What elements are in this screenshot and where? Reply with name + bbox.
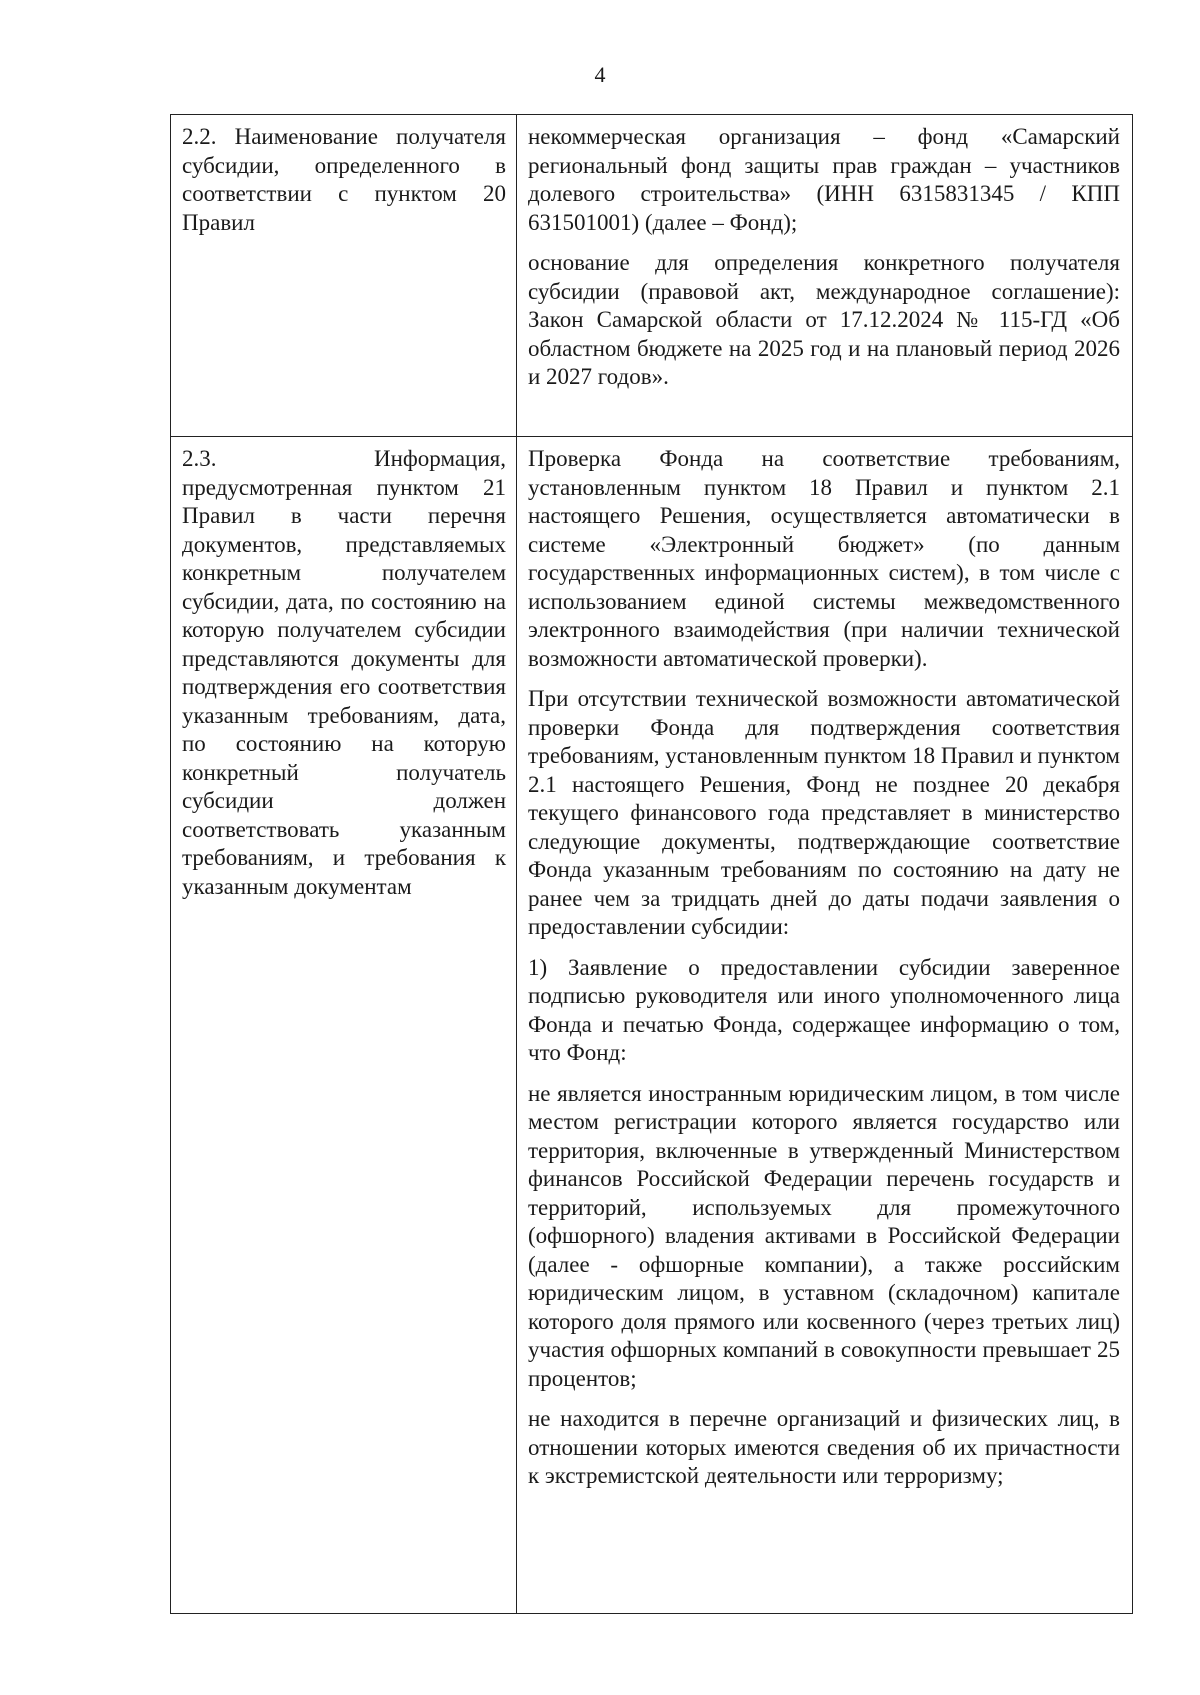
- paragraph-recipient: некоммерческая организация – фонд «Самарский региональный фонд защиты прав граждан – участников долевого строительства» (ИНН 6315831345 / КПП 631501001) (далее – Фонд);: [528, 124, 1120, 235]
- table-row: [171, 437, 1133, 1614]
- paragraph-offshore: не является иностранным юридическим лицом, в том числе местом регистрации которого является государство или территория, включенные в утвержденный Министерством финансов Российской Федерации перечень государств и территорий, используемых для промежуточного (офшорного) владения активами в Российской Федерации (далее - офшорные компании), а также российским юридическим лицом, в уставном (складочном) капитале которого доля прямого или косвенного (через третьих лиц) участия офшорных компаний в совокупности превышает 25 процентов;: [528, 1080, 1120, 1391]
- paragraph-legal-basis: основание для определения конкретного получателя субсидии (правовой акт, международное соглашение): Закон Самарской области от 17.12.2024 № 115-ГД «Об областном бюджете на 2025 год и на плановый период 2026 и 2027 годов».: [528, 250, 1120, 389]
- table-row: [171, 115, 1133, 437]
- requirements-table: [170, 114, 1133, 1614]
- paragraph-application: 1) Заявление о предоставлении субсидии заверенное подписью руководителя или иного уполномоченного лица Фонда и печатью Фонда, содержащее информацию о том, что Фонд:: [528, 954, 1120, 1065]
- row-label-2-2: 2.2. Наименование получателя субсидии, определенного в соответствии с пунктом 20 Правил: [171, 115, 517, 437]
- paragraph-manual-check: При отсутствии технической возможности автоматической проверки Фонда для подтверждения соответствия требованиям, установленным пунктом 18 Правил и пунктом 2.1 настоящего Решения, Фонд не позднее 20 декабря текущего финансового года представляет в министерство следующие документы, подтверждающие соответствие Фонда указанным требованиям по состоянию на дату не ранее чем за тридцать дней до даты подачи заявления о предоставлении субсидии:: [528, 686, 1120, 939]
- paragraph-extremism: не находится в перечне организаций и физических лиц, в отношении которых имеются сведения об их причастности к экстремистской деятельности или терроризму;: [528, 1406, 1120, 1488]
- paragraph-auto-check: Проверка Фонда на соответствие требованиям, установленным пунктом 18 Правил и пунктом 2.1 настоящего Решения, осуществляется автоматически в системе «Электронный бюджет» (по данным государственных информационных систем), в том числе с использованием единой системы межведомственного электронного взаимодействия (при наличии технической возможности автоматической проверки).: [528, 446, 1120, 671]
- row-content-2-2: [517, 115, 1133, 437]
- page-number: 4: [594, 62, 606, 87]
- row-content-2-3: [517, 437, 1133, 1614]
- row-label-2-3: 2.3. Информация, предусмотренная пунктом 21 Правил в части перечня документов, представляемых конкретным получателем субсидии, дата, по состоянию на которую получателем субсидии представляются документы для подтверждения его соответствия указанным требованиям, дата, по состоянию на которую конкретный получатель субсидии должен соответствовать указанным требованиям, и требования к указанным документам: [171, 437, 517, 1614]
